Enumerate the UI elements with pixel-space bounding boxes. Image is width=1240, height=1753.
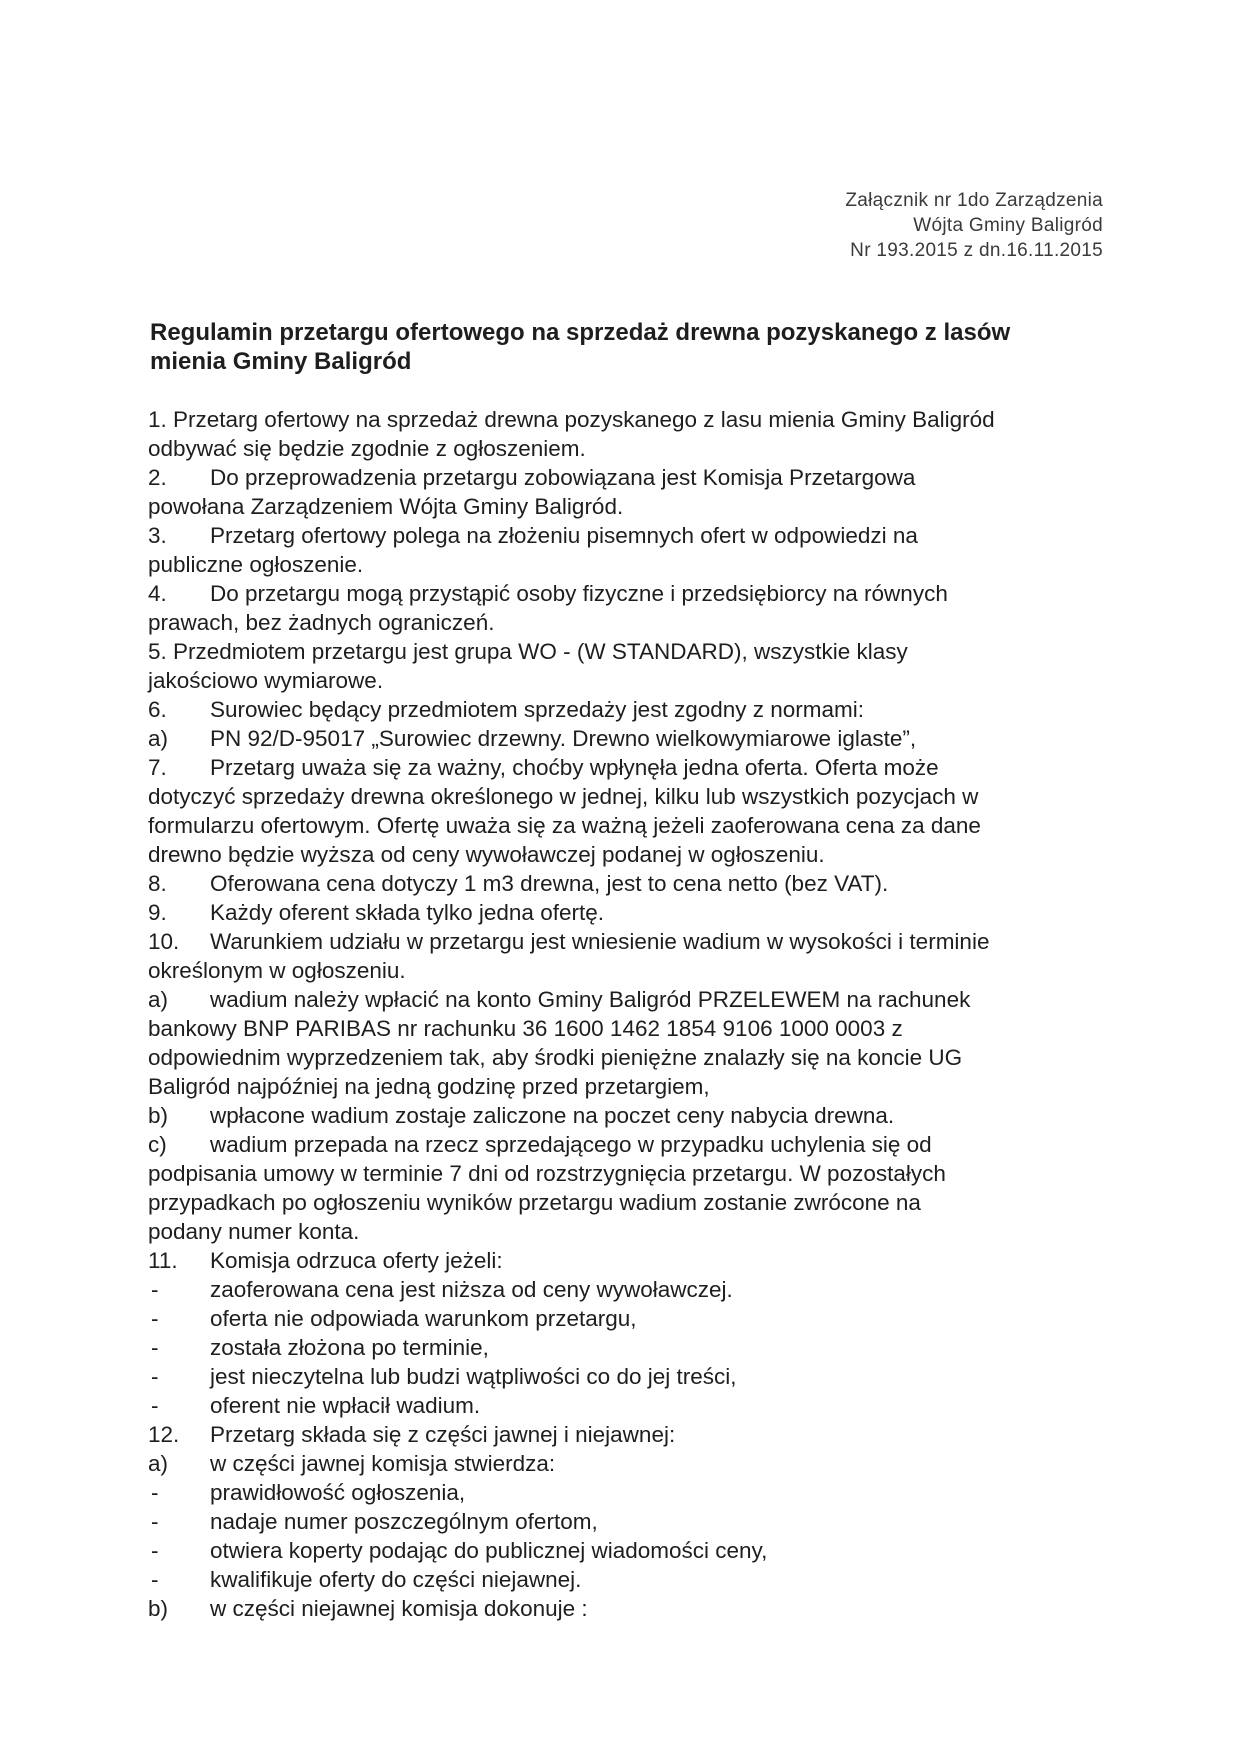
document-line <box>148 956 1098 985</box>
line-text: podany numer konta. <box>148 1219 360 1244</box>
document-line <box>148 1014 1098 1043</box>
document-line <box>148 985 1098 1014</box>
document-line <box>148 1449 1098 1478</box>
line-text: Baligród najpóźniej na jedną godzinę przed przetargiem, <box>148 1074 710 1099</box>
line-text: otwiera koperty podając do publicznej wiadomości ceny, <box>210 1538 768 1563</box>
document-line <box>148 405 1098 434</box>
document-line <box>148 1362 1098 1391</box>
document-line <box>148 1246 1098 1275</box>
bullet-dash: - <box>151 1277 159 1302</box>
bullet-dash: - <box>151 1567 159 1592</box>
line-text: Każdy oferent składa tylko jedna ofertę. <box>210 900 604 925</box>
document-line <box>148 1391 1098 1420</box>
list-marker: 6. <box>148 697 167 722</box>
document-line <box>148 782 1098 811</box>
line-text: jakościowo wymiarowe. <box>148 668 384 693</box>
list-marker: 2. <box>148 465 167 490</box>
document-line <box>148 1478 1098 1507</box>
list-marker: a) <box>148 987 169 1012</box>
document-body <box>148 405 1098 1623</box>
line-text: wadium przepada na rzecz sprzedającego w przypadku uchylenia się od <box>210 1132 932 1157</box>
line-text: oferent nie wpłacił wadium. <box>210 1393 481 1418</box>
line-text: określonym w ogłoszeniu. <box>148 958 406 983</box>
line-text: Komisja odrzuca oferty jeżeli: <box>210 1248 503 1273</box>
line-text: PN 92/D-95017 „Surowiec drzewny. Drewno wielkowymiarowe iglaste”, <box>210 726 917 751</box>
list-marker: 12. <box>148 1422 180 1447</box>
list-marker: 11. <box>148 1248 178 1273</box>
list-marker: a) <box>148 726 169 751</box>
document-line <box>148 1333 1098 1362</box>
bullet-dash: - <box>151 1335 159 1360</box>
document-line <box>148 1420 1098 1449</box>
document-line <box>148 1536 1098 1565</box>
line-text: formularzu ofertowym. Ofertę uważa się za ważną jeżeli zaoferowana cena za dane <box>148 813 981 838</box>
document-title-line-2: mienia Gminy Baligród <box>150 348 412 375</box>
line-text: przypadkach po ogłoszeniu wyników przetargu wadium zostanie zwrócone na <box>148 1190 921 1215</box>
document-line <box>148 1594 1098 1623</box>
line-text: 1. Przetarg ofertowy na sprzedaż drewna pozyskanego z lasu mienia Gminy Baligród <box>148 407 995 432</box>
line-text: podpisania umowy w terminie 7 dni od rozstrzygnięcia przetargu. W pozostałych <box>148 1161 946 1186</box>
document-line <box>148 1507 1098 1536</box>
document-line <box>148 724 1098 753</box>
line-text: jest nieczytelna lub budzi wątpliwości co do jej treści, <box>210 1364 737 1389</box>
line-text: Warunkiem udziału w przetargu jest wniesienie wadium w wysokości i terminie <box>210 929 990 954</box>
line-text: drewno będzie wyższa od ceny wywoławczej podanej w ogłoszeniu. <box>148 842 825 867</box>
document-line <box>148 695 1098 724</box>
document-line <box>148 1101 1098 1130</box>
document-line <box>148 753 1098 782</box>
line-text: Surowiec będący przedmiotem sprzedaży jest zgodny z normami: <box>210 697 865 722</box>
line-text: publiczne ogłoszenie. <box>148 552 364 577</box>
line-text: Oferowana cena dotyczy 1 m3 drewna, jest to cena netto (bez VAT). <box>210 871 889 896</box>
list-marker: a) <box>148 1451 169 1476</box>
document-line <box>148 1159 1098 1188</box>
bullet-dash: - <box>151 1306 159 1331</box>
line-text: powołana Zarządzeniem Wójta Gminy Baligród. <box>148 494 624 519</box>
line-text: wadium należy wpłacić na konto Gminy Baligród PRZELEWEM na rachunek <box>210 987 971 1012</box>
document-line <box>148 1072 1098 1101</box>
line-text: Do przetargu mogą przystąpić osoby fizyczne i przedsiębiorcy na równych <box>210 581 948 606</box>
list-marker: 7. <box>148 755 167 780</box>
line-text: Przetarg składa się z części jawnej i niejawnej: <box>210 1422 676 1447</box>
document-line <box>148 463 1098 492</box>
bullet-dash: - <box>151 1393 159 1418</box>
line-text: oferta nie odpowiada warunkom przetargu, <box>210 1306 637 1331</box>
document-title <box>150 318 1100 376</box>
attachment-line-3: Nr 193.2015 z dn.16.11.2015 <box>850 240 1103 261</box>
document-line <box>148 666 1098 695</box>
line-text: Do przeprowadzenia przetargu zobowiązana jest Komisja Przetargowa <box>210 465 916 490</box>
list-marker: 3. <box>148 523 167 548</box>
document-line <box>148 1188 1098 1217</box>
list-marker: 10. <box>148 929 180 954</box>
document-line <box>148 927 1098 956</box>
line-text: zaoferowana cena jest niższa od ceny wywoławczej. <box>210 1277 733 1302</box>
attachment-line-2: Wójta Gminy Baligród <box>913 215 1103 236</box>
document-line <box>148 492 1098 521</box>
document-line <box>148 840 1098 869</box>
attachment-note <box>845 188 1103 263</box>
document-line <box>148 608 1098 637</box>
bullet-dash: - <box>151 1509 159 1534</box>
line-text: została złożona po terminie, <box>210 1335 489 1360</box>
list-marker: 8. <box>148 871 167 896</box>
document-line <box>148 1565 1098 1594</box>
bullet-dash: - <box>151 1538 159 1563</box>
line-text: Przetarg uważa się za ważny, choćby wpłynęła jedna oferta. Oferta może <box>210 755 939 780</box>
line-text: wpłacone wadium zostaje zaliczone na poczet ceny nabycia drewna. <box>210 1103 895 1128</box>
list-marker: 4. <box>148 581 167 606</box>
line-text: Przetarg ofertowy polega na złożeniu pisemnych ofert w odpowiedzi na <box>210 523 918 548</box>
line-text: odbywać się będzie zgodnie z ogłoszeniem. <box>148 436 586 461</box>
document-line <box>148 898 1098 927</box>
document-line <box>148 1304 1098 1333</box>
document-line <box>148 637 1098 666</box>
list-marker: 9. <box>148 900 167 925</box>
document-line <box>148 1043 1098 1072</box>
document-line <box>148 434 1098 463</box>
document-line <box>148 521 1098 550</box>
document-title-line-1: Regulamin przetargu ofertowego na sprzedaż drewna pozyskanego z lasów <box>150 319 1011 346</box>
line-text: prawidłowość ogłoszenia, <box>210 1480 466 1505</box>
line-text: 5. Przedmiotem przetargu jest grupa WO - (W STANDARD), wszystkie klasy <box>148 639 908 664</box>
attachment-line-1: Załącznik nr 1do Zarządzenia <box>845 190 1103 211</box>
line-text: w części jawnej komisja stwierdza: <box>210 1451 556 1476</box>
document-line <box>148 869 1098 898</box>
document-line <box>148 550 1098 579</box>
document-line <box>148 1217 1098 1246</box>
list-marker: b) <box>148 1103 169 1128</box>
line-text: odpowiednim wyprzedzeniem tak, aby środki pieniężne znalazły się na koncie UG <box>148 1045 963 1070</box>
line-text: w części niejawnej komisja dokonuje : <box>210 1596 588 1621</box>
document-line <box>148 811 1098 840</box>
bullet-dash: - <box>151 1480 159 1505</box>
document-line <box>148 579 1098 608</box>
line-text: nadaje numer poszczególnym ofertom, <box>210 1509 598 1534</box>
list-marker: c) <box>148 1132 167 1157</box>
document-line <box>148 1275 1098 1304</box>
bullet-dash: - <box>151 1364 159 1389</box>
document-line <box>148 1130 1098 1159</box>
line-text: bankowy BNP PARIBAS nr rachunku 36 1600 1462 1854 9106 1000 0003 z <box>148 1016 903 1041</box>
line-text: prawach, bez żadnych ograniczeń. <box>148 610 495 635</box>
line-text: kwalifikuje oferty do części niejawnej. <box>210 1567 582 1592</box>
line-text: dotyczyć sprzedaży drewna określonego w jednej, kilku lub wszystkich pozycjach w <box>148 784 979 809</box>
list-marker: b) <box>148 1596 169 1621</box>
